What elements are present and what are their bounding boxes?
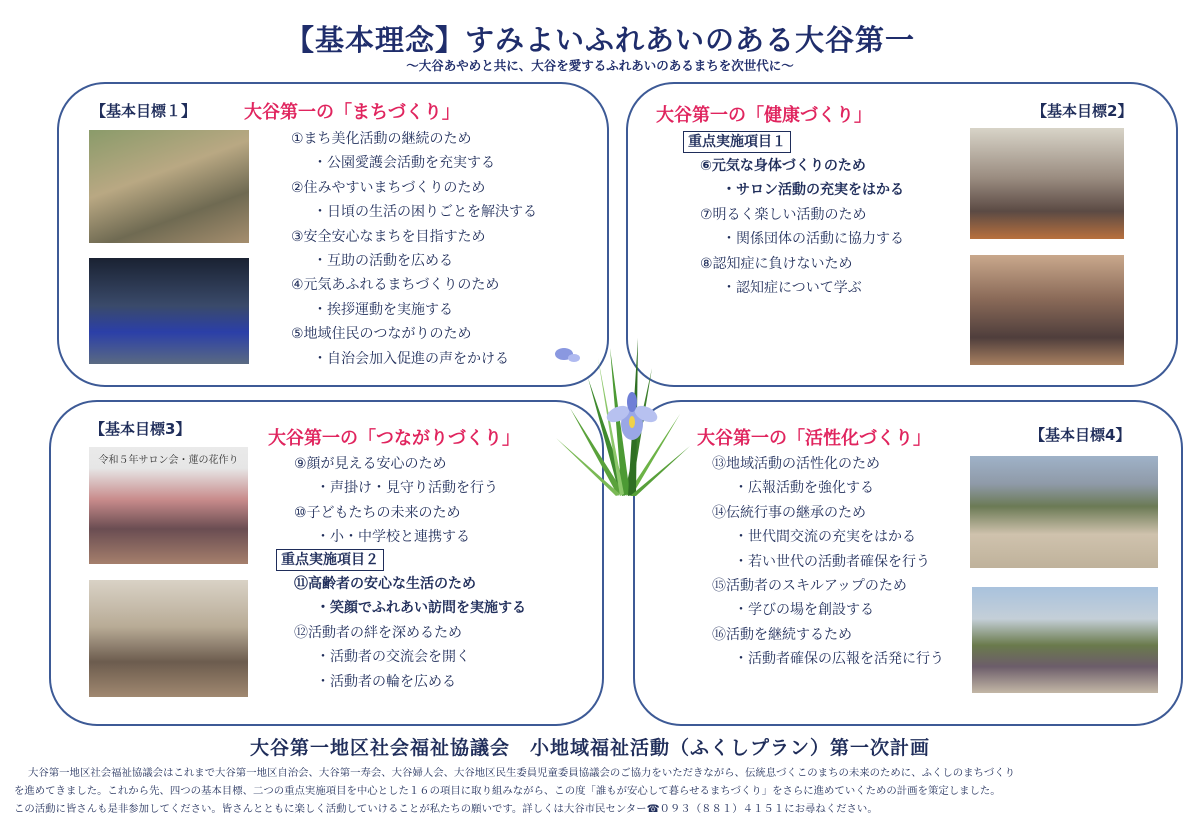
goal1-item: ③安全安心なまちを目指すため [291, 228, 486, 245]
goal3-item: ⑩子どもたちの未来のため [294, 504, 461, 521]
goal4-subitem: ・活動者確保の広報を活発に行う [734, 651, 944, 668]
goal3-subitem: ・活動者の交流会を開く [316, 649, 470, 666]
goal4-label: 【基本目標4】 [1030, 426, 1131, 444]
goal2-item: ⑥元気な身体づくりのため [700, 158, 866, 174]
goal4-subitem: ・学びの場を創設する [734, 602, 874, 619]
iris-flower-small [555, 348, 580, 362]
goal2-priority-wrap [683, 131, 791, 153]
goal3-item: ⑨顔が見える安心のため [294, 456, 447, 472]
goal3-label: 【基本目標3】 [90, 420, 191, 438]
goal1-list [291, 127, 537, 371]
goal3-priority-badge: 重点実施項目２ [276, 549, 384, 571]
goal4-title: 大谷第一の「活性化づくり」 [697, 428, 931, 449]
goal1-photo-park-cleanup [89, 130, 249, 243]
goal3-list-b [294, 572, 526, 694]
goal3-list-a [294, 452, 498, 550]
goal4-photo-ground-golf [970, 456, 1158, 568]
footer-line: を進めてきました。これから先、四つの基本目標、二つの重点実施項目を中心とした１６の項目に取り組みながら、この度「誰もが安心して暮らせるまちづくり」をさらに進めていくための計画を策定しました。 [14, 785, 1001, 797]
page-subtitle: ～大谷あやめと共に、大谷を愛するふれあいのあるまちを次世代に～ [406, 58, 794, 73]
goal4-item: ⑬地域活動の活性化のため [712, 456, 880, 472]
goal3-subitem: ・笑顔でふれあい訪問を実施する [316, 600, 526, 617]
goal1-subitem: ・互助の活動を広める [313, 253, 453, 270]
iris-flower-main [604, 392, 660, 440]
goal1-subitem: ・公園愛護会活動を充実する [313, 155, 495, 172]
goal3-subitem: ・声掛け・見守り活動を行う [316, 480, 498, 497]
goal2-label: 【基本目標2】 [1032, 102, 1133, 120]
goal1-subitem: ・自治会加入促進の声をかける [313, 350, 509, 367]
footer-description [14, 764, 1190, 818]
goal2-list [700, 203, 904, 301]
goal4-subitem: ・世代間交流の充実をはかる [734, 529, 916, 546]
goal1-photo-group-night [89, 258, 249, 364]
goal2-subitem: ・認知症について学ぶ [722, 280, 862, 297]
goal2-item: ⑧認知症に負けないため [700, 255, 853, 272]
goal2-photo-exercise [970, 128, 1124, 239]
goal4-subitem: ・広報活動を強化する [734, 480, 874, 497]
goal2-subitem: ・サロン活動の充実をはかる [722, 182, 904, 199]
goal3-title: 大谷第一の「つながりづくり」 [268, 428, 520, 449]
goal1-item: ⑤地域住民のつながりのため [291, 326, 472, 343]
iris-illustration [540, 318, 700, 498]
goal2-priority-badge: 重点実施項目１ [683, 131, 791, 153]
footer-line: 大谷第一地区社会福祉協議会はこれまで大谷第一地区自治会、大谷第一寿会、大谷婦人会、大谷地区民生委員児童委員協議会のご協力をいただきながら、伝統息づくこのまちの未来のために、ふくしのまちづくり [28, 767, 1015, 779]
goal3-subitem: ・小・中学校と連携する [316, 529, 470, 546]
goal2-title: 大谷第一の「健康づくり」 [656, 105, 872, 126]
goal1-item: ①まち美化活動の継続のため [291, 131, 472, 147]
goal3-priority-wrap [276, 549, 384, 571]
footer-line: この活動に皆さんも是非参加してください。皆さんとともに楽しく活動していけることが私たちの願いです。詳しくは大谷市民センター☎０９３（８８１）４１５１にお尋ねください。 [14, 803, 878, 815]
goal4-item: ⑭伝統行事の継承のため [712, 504, 866, 521]
page-title: 【基本理念】すみよいふれあいのある大谷第一 [284, 23, 915, 57]
goal3-photo-salon-group [89, 447, 248, 564]
goal2-item: ⑦明るく楽しい活動のため [700, 207, 867, 223]
goal2-photo-salon [970, 255, 1124, 365]
goal4-subitem: ・若い世代の活動者確保を行う [734, 553, 930, 570]
goal1-subitem: ・日頃の生活の困りごとを解決する [313, 204, 537, 221]
goal4-photo-group [972, 587, 1158, 693]
goal4-item: ⑯活動を継続するため [712, 626, 852, 643]
goal3-item: ⑫活動者の絆を深めるため [294, 624, 462, 641]
goal2-subitem: ・関係団体の活動に協力する [722, 231, 904, 248]
footer-title: 大谷第一地区社会福祉協議会 小地域福祉活動（ふくしプラン）第一次計画 [249, 737, 930, 759]
goal1-subitem: ・挨拶運動を実施する [313, 301, 453, 318]
goal3-subitem: ・活動者の輪を広める [316, 673, 456, 690]
goal3-item: ⑪高齢者の安心な生活のため [294, 576, 476, 592]
goal4-item: ⑮活動者のスキルアップのため [712, 578, 907, 595]
goal3-photo-gathering [89, 580, 248, 697]
goal1-item: ②住みやすいまちづくりのため [291, 179, 486, 196]
goal2-list-priority [700, 154, 904, 203]
goal1-item: ④元気あふれるまちづくりのため [291, 277, 500, 294]
goal1-label: 【基本目標１】 [91, 102, 197, 120]
goal1-title: 大谷第一の「まちづくり」 [244, 102, 460, 123]
goal3-photo-caption: 令和５年サロン会・蓮の花作り [98, 455, 239, 466]
goal4-list [712, 452, 944, 672]
